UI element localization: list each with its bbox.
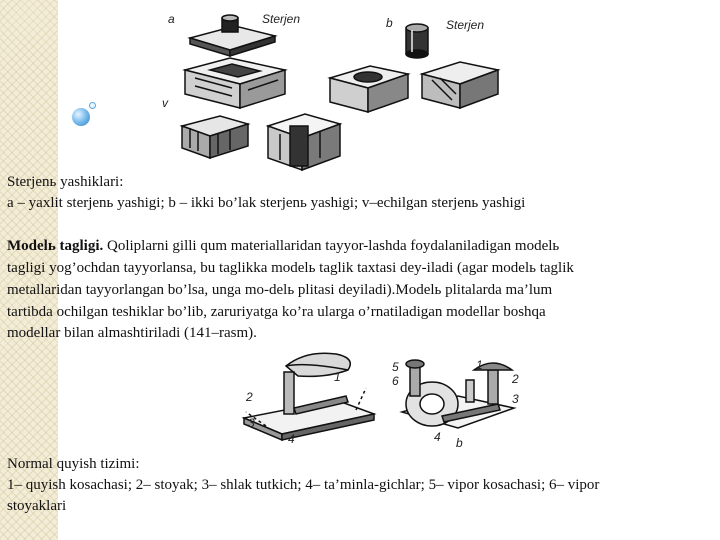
figure2-left-label-3: 3	[248, 416, 255, 430]
core-box-v-opened	[182, 114, 340, 170]
paragraph-line1	[7, 236, 559, 257]
figure2-right-label-6: 6	[392, 374, 399, 388]
core-box-b-split	[330, 62, 498, 112]
paragraph-term: Modelь tagligi.	[7, 238, 104, 254]
paragraph-line1-rest: Qoliplarni gilli qum materiallaridan tayyor-lashda foydalaniladigan modelь	[103, 238, 560, 254]
figure2-label-b: b	[456, 436, 463, 450]
decorative-bubble-small	[89, 102, 96, 109]
paragraph-line4: tartibda ochilgan teshiklar bo’lib, zaruriyatga ko’ra ularga o’rnatiladigan modellar boshqa	[7, 304, 546, 320]
caption1-line2: a – yaxlit sterjenь yashigi; b – ikki bo’lak sterjenь yashigi; v–echilgan sterjenь yashigi	[7, 195, 526, 211]
caption2-line1: Normal quyish tizimi:	[7, 456, 140, 472]
figure1-label-a: a	[168, 12, 175, 26]
figure2-right-label-4: 4	[434, 430, 441, 444]
gating-system-right	[402, 360, 514, 428]
figure2-right-label-5: 5	[392, 360, 399, 374]
caption2-line3: stoyaklari	[7, 498, 67, 514]
caption1-line1: Sterjenь yashiklari:	[7, 174, 124, 190]
figure2-right-label-3: 3	[512, 392, 519, 406]
caption2-line2: 1– quyish kosachasi; 2– stoyak; 3– shlak tutkich; 4– ta’minla-gichlar; 5– vipor kosachasi; 6– vipor	[7, 477, 600, 493]
core-box-b-core	[406, 24, 428, 58]
decorative-bubble-large	[72, 108, 90, 126]
gating-system-left	[244, 353, 374, 440]
figure2-left-label-1: 1	[334, 370, 341, 384]
figure2-right-label-1: 1	[476, 358, 483, 372]
core-box-figure	[160, 8, 520, 180]
figure1-label-b: b	[386, 16, 393, 30]
figure2-right-label-2: 2	[512, 372, 519, 386]
figure2-left-label-2: 2	[246, 390, 253, 404]
figure1-label-sterjen-a: Sterjen	[262, 12, 301, 26]
figure1-label-sterjen-b: Sterjen	[446, 18, 485, 32]
paragraph-line5: modellar bilan almashtiriladi (141–rasm).	[7, 325, 257, 341]
gating-system-figure	[236, 348, 526, 454]
paragraph-line3: metallaridan tayyorlangan bo’lsa, unga mo-delь plitasi deyiladi).Modelь plitalarda ma’lum	[7, 282, 553, 298]
paragraph-line2: tagligi yog’ochdan tayyorlansa, bu taglikka modelь taglik taxtasi dey-iladi (agar modelь taglik	[7, 260, 574, 276]
figure1-label-v: v	[162, 96, 168, 110]
core-box-a-solid	[185, 58, 285, 108]
figure2-left-label-4: 4	[288, 432, 295, 446]
